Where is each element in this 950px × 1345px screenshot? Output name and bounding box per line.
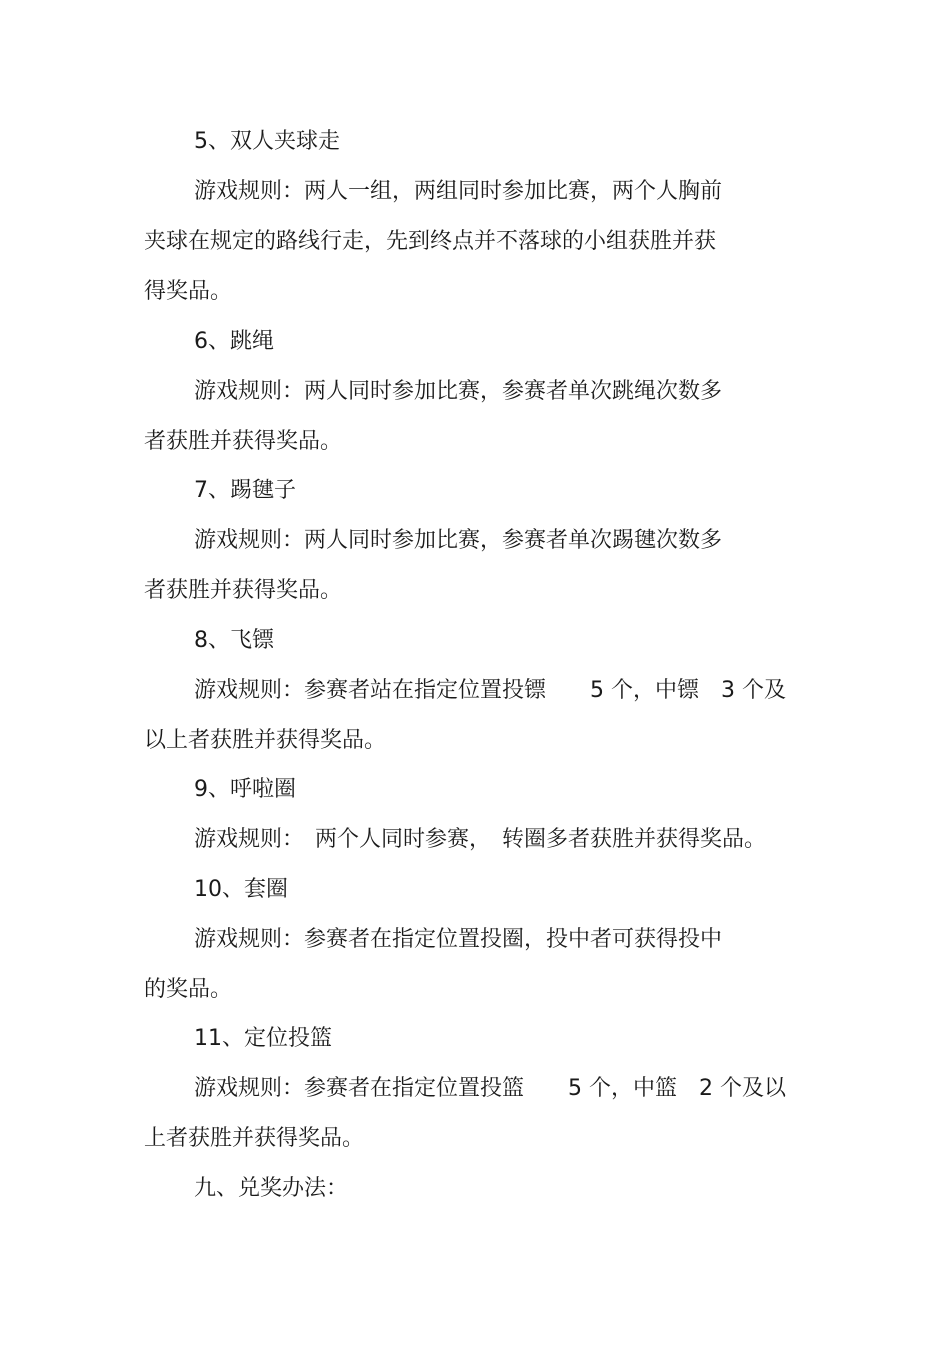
rule-text-11-line-2: 上者获胜并获得奖品。 [144,1126,365,1151]
section-heading-9: 9、呼啦圈 [194,777,296,802]
rule-text-7-line-2: 者获胜并获得奖品。 [144,578,343,603]
section-heading-prize-redemption: 九、兑奖办法： [194,1176,349,1201]
section-heading-7: 7、踢毽子 [194,478,296,503]
section-heading-6: 6、跳绳 [194,329,274,354]
rule-text-8-line-1: 游戏规则：参赛者站在指定位置投镖 5 个，中镖 3 个及 [194,678,786,703]
rule-text-7-line-1: 游戏规则：两人同时参加比赛，参赛者单次踢毽次数多 [194,528,723,553]
section-heading-11: 11、定位投篮 [194,1026,332,1051]
section-heading-10: 10、套圈 [194,877,288,902]
section-heading-5: 5、双人夹球走 [194,129,340,154]
rule-text-8-line-2: 以上者获胜并获得奖品。 [144,728,387,753]
rule-text-5-line-2: 夹球在规定的路线行走，先到终点并不落球的小组获胜并获 [144,229,717,254]
section-heading-8: 8、飞镖 [194,628,274,653]
rule-text-6-line-1: 游戏规则：两人同时参加比赛，参赛者单次跳绳次数多 [194,379,723,404]
rule-text-10-line-2: 的奖品。 [144,977,233,1002]
rule-text-6-line-2: 者获胜并获得奖品。 [144,429,343,454]
rule-text-9-line-1: 游戏规则： 两个人同时参赛， 转圈多者获胜并获得奖品。 [194,827,767,852]
rule-text-10-line-1: 游戏规则：参赛者在指定位置投圈，投中者可获得投中 [194,927,723,952]
rule-text-5-line-1: 游戏规则：两人一组，两组同时参加比赛，两个人胸前 [194,179,723,204]
rule-text-5-line-3: 得奖品。 [144,279,233,304]
rule-text-11-line-1: 游戏规则：参赛者在指定位置投篮 5 个，中篮 2 个及以 [194,1076,786,1101]
